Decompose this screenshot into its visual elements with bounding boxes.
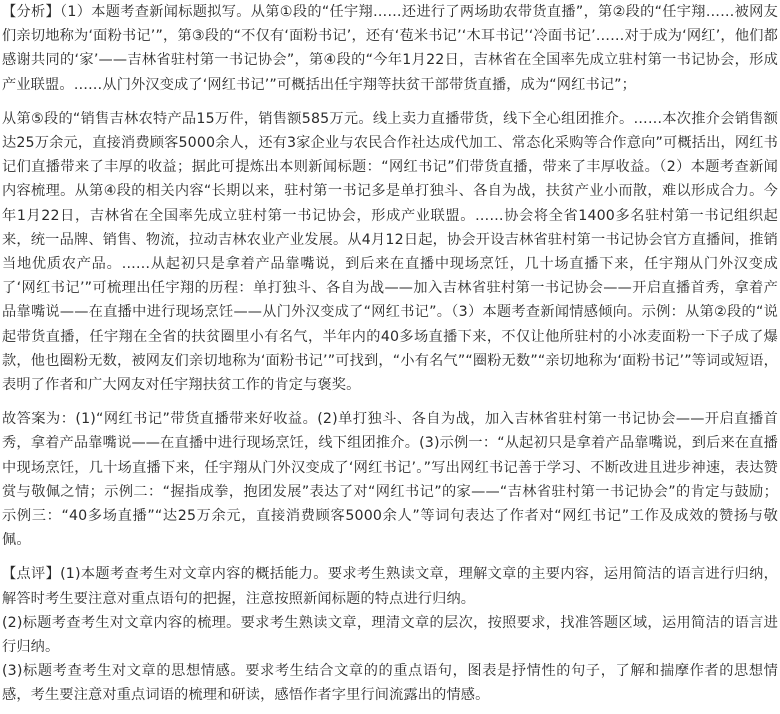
analysis-paragraph-part1: 【分析】（1）本题考查新闻标题拟写。从第①段的“任宇翔……还进行了两场助农带货直播”，第②段的“任宇翔……被网友们亲切地称为‘面粉书记’”，第③段的“不仅有‘面粉书记’，还有‘苞米书记’‘木耳书记’‘冷面书记’……对于成为‘网红’，他们都感谢共同的‘家’——吉林省驻村第一书记协会”，第④段的“今年1月22日，吉林省在全国率先成立驻村第一书记协会，形成产业联盟。……从门外汉变成了‘网红书记’”可概括出任宇翔等扶贫干部带货直播，成为“网红书记”； <box>2 4 778 93</box>
comment-paragraph-1 <box>2 562 778 610</box>
comment-paragraph-2: (2)标题考查考生对文章内容的梳理。要求考生熟读文章，理清文章的层次，按照要求，找准答题区域，运用简洁的语言进行归纳。 <box>2 614 778 656</box>
comment-paragraph-3: (3)标题考查考生对文章的思想情感。要求考生结合文章的的重点语句，图表是抒情性的句子，了解和揣摩作者的思想情感，考生要注意对重点词语的梳理和研读，感悟作者字里行间流露出的情感。 <box>2 663 778 704</box>
comment-line-1: (1)本题考查考生对文章内容的概括能力。要求考生熟读文章，理解文章的主要内容，运用简洁的语言进行归纳，解答时考生要注意对重点语句的把握，注意按照新闻标题的特点进行归纳。 <box>2 566 779 607</box>
comment-section <box>2 562 778 707</box>
answer-paragraph: 故答案为：(1)“网红书记”带货直播带来好收益。(2)单打独斗、各自为战，加入吉林省驻村第一书记协会——开启直播首秀，拿着产品靠嘴说——在直播中进行现场烹饪，线下组团推介。(3)示例一：“从起初只是拿着产品靠嘴说，到后来在直播中现场烹饪，几十场直播下来，任宇翔从门外汉变成了‘网红书记’。”写出网红书记善于学习、不断改进且进步神速，表达赞赏与敬佩之情；示例二：“握指成拳，抱团发展”表达了对“网红书记”的家——“吉林省驻村第一书记协会”的肯定与鼓励；示例三：“40多场直播”“达25万余元，直接消费顾客5000余人”等词句表达了作者对“网红书记”工作及成效的赞扬与敬佩。 <box>2 411 778 549</box>
analysis-paragraph-part2: 从第⑤段的“销售吉林农特产品15万件，销售额585万元。线上卖力直播带货，线下全心组团推介。……本次推介会销售额达25万余元，直接消费顾客5000余人，还有3家企业与农民合作社达成代加工、常态化采购等合作意向”可概括出，网红书记们直播带来了丰厚的收益；据此可提炼出本则新闻标题：“网红书记”们带货直播，带来了丰厚收益。（2）本题考查新闻内容梳理。从第④段的相关内容“长期以来，驻村第一书记多是单打独斗、各自为战，扶贫产业小而散，难以形成合力。今年1月22日，吉林省在全国率先成立驻村第一书记协会，形成产业联盟。……协会将全省1400多名驻村第一书记组织起来，统一品牌、销售、物流，拉动吉林农业产业发展。从4月12日起，协会开设吉林省驻村第一书记协会官方直播间，推销当地优质农产品。……从起初只是拿着产品靠嘴说，到后来在直播中现场烹饪，几十场直播下来，任宇翔从门外汉变成了‘网红书记’”可梳理出任宇翔的历程：单打独斗、各自为战——加入吉林省驻村第一书记协会——开启直播首秀，拿着产品靠嘴说——在直播中进行现场烹饪——从门外汉变成了“网红书记”。（3）本题考查新闻情感倾向。示例：从第②段的“说起带货直播，任宇翔在全省的扶贫圈里小有名气，半年内的40多场直播下来，不仅让他所驻村的小冰麦面粉一下子成了爆款，他也圈粉无数，被网友们亲切地称为‘面粉书记’”可找到，“小有名气”“圈粉无数”“亲切地称为‘面粉书记’”等词或短语，表明了作者和广大网友对任宇翔扶贫工作的肯定与褒奖。 <box>2 110 778 394</box>
comment-heading: 【点评】 <box>2 566 61 583</box>
